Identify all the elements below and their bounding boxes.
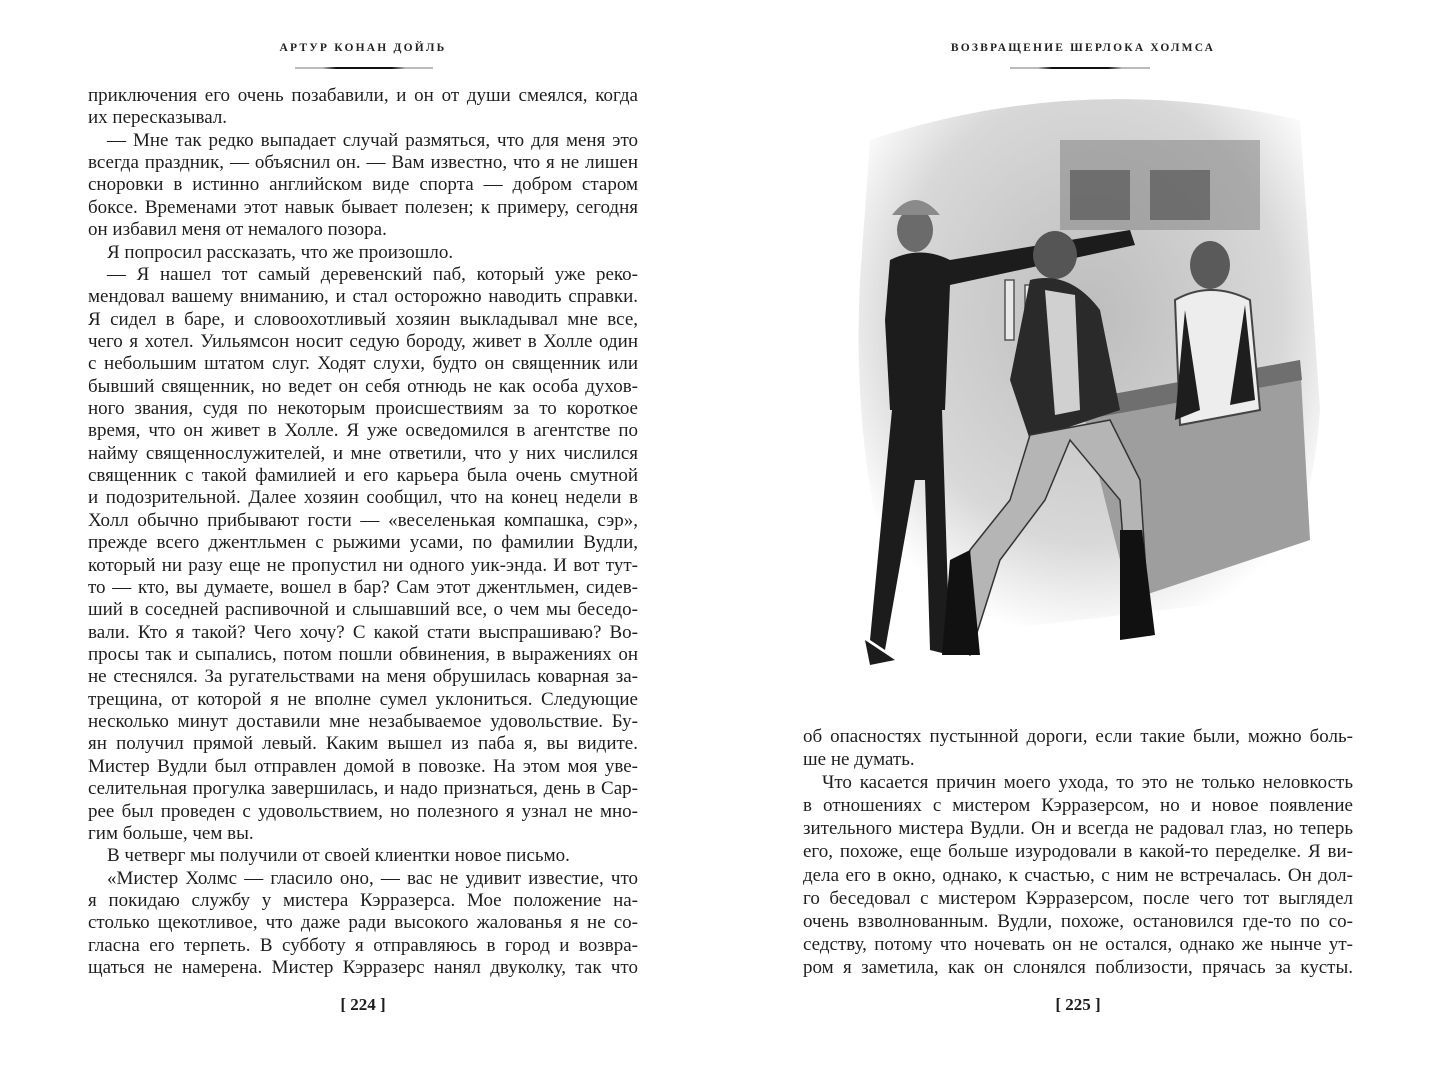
text-line: селительная прогулка завершилась, и надо признаться, день в Сар- (88, 778, 638, 800)
text-line: их пересказывал. (88, 107, 228, 129)
text-line: седству, потому что ночевать он не остался, однако же нынче ут- (803, 933, 1353, 955)
text-line: время, что он живет в Холле. Я уже осведомился в агентстве по (88, 420, 638, 442)
text-line: — Мне так редко выпадает случай размяться, что для меня это (107, 129, 638, 151)
text-line: который ни разу еще не пропустил ни одного уик-энда. И вот тут- (88, 554, 638, 576)
text-line: гласна его терпеть. В субботу я отправляюсь в город и возвра- (88, 934, 638, 956)
text-line: В четверг мы получили от своей клиентки новое письмо. (107, 845, 570, 867)
text-line: то — кто, вы думаете, вошел в бар? Сам этот джентльмен, сидев- (88, 576, 638, 598)
page-number: [ 225 ] (1055, 995, 1101, 1014)
text-line: гим больше, чем вы. (88, 822, 254, 844)
text-line: священник с такой фамилией и его карьера была очень смутной (88, 465, 638, 487)
text-line: столько щекотливое, что даже ради высокого жалованья я не со- (88, 912, 638, 934)
text-line: ше не думать. (803, 749, 915, 771)
text-line: мендовал вашему вниманию, и стал осторожно наводить справки. (88, 286, 638, 308)
illustration (830, 80, 1330, 690)
body-text (88, 85, 638, 979)
text-line: дела его в окно, однако, к счастью, с ним не встречалась. Он дол- (803, 864, 1353, 886)
text-line: Мистер Вудли был отправлен домой в повозке. На этом моя уве- (88, 755, 638, 777)
text-line: Я попросил рассказать, что же произошло. (107, 241, 454, 263)
text-line: трещина, от которой я не вполне сумел уклониться. Следующие (88, 688, 638, 710)
text-line: сноровки в истинно английском виде спорта — добром старом (88, 174, 638, 196)
text-line: в отношениях с мистером Кэрразерсом, но и новое появление (803, 795, 1353, 817)
text-line: ший в соседней распивочной и слышавший все, о чем мы беседо- (88, 599, 638, 621)
text-line: ного звания, судя по некоторым происшествиям за то короткое (88, 398, 638, 420)
right-page (720, 0, 1440, 1080)
text-line: просы так и сыпались, потом пошли обвинения, в выражениях он (88, 643, 638, 665)
text-line: я покидаю службу у мистера Кэрразерса. Мое положение на- (88, 889, 638, 911)
text-line: ян получил прямой левый. Каким вышел из паба я, вы видите. (88, 733, 638, 755)
header-rule (295, 67, 433, 69)
text-line: он избавил меня от немалого позора. (88, 219, 387, 241)
text-line: Что касается причин моего ухода, то это не только неловкость (822, 772, 1353, 794)
text-line: найму священнослужителей, и мне ответили, что у них числился (88, 442, 638, 464)
text-line: всегда праздник, — объяснил он. — Вам известно, что я не лишен (88, 152, 638, 174)
text-line: боксе. Временами этот навык бывает полезен; к примеру, сегодня (88, 196, 638, 218)
text-line: чего я хотел. Уильямсон носит седую бороду, живет в Холле один (88, 330, 638, 352)
text-line: вали. Кто я такой? Чего хочу? С какой стати выспрашиваю? Во- (88, 621, 638, 643)
text-line: го беседовал с мистером Кэрразерсом, после чего тот выглядел (803, 887, 1353, 909)
page-number: [ 224 ] (340, 995, 386, 1014)
header-rule (1010, 67, 1150, 69)
text-line: бывший священник, но ведет он себя отнюдь не как особа духов- (88, 375, 638, 397)
text-line: его, похоже, еще больше изуродовали в какой-то переделке. Я ви- (803, 841, 1353, 863)
text-line: и подозрительной. Далее хозяин сообщил, что на конец недели в (88, 487, 638, 509)
text-line: приключения его очень позабавили, и он от души смеялся, когда (88, 85, 638, 106)
text-line: щаться не намерена. Мистер Кэрразерс нанял двуколку, так что (88, 957, 638, 979)
running-head: АРТУР КОНАН ДОЙЛЬ (279, 42, 447, 54)
body-text (803, 725, 1353, 979)
text-line: Я сидел в баре, и словоохотливый хозяин выкладывал мне все, (88, 308, 638, 330)
text-line: рее был проведен с удовольствием, но полезного я узнал не мно- (88, 800, 638, 822)
text-line: зительного мистера Вудли. Он и всегда не радовал глаз, но теперь (803, 818, 1353, 840)
text-line: с небольшим штатом слуг. Ходят слухи, будто он священник или (88, 353, 638, 375)
text-line: «Мистер Холмс — гласило оно, — вас не удивит известие, что (107, 867, 638, 889)
text-line: Холл обычно прибывают гости — «веселенькая компашка, сэр», (88, 509, 638, 531)
text-line: ром я заметила, как он слонялся поблизости, прячась за кусты. (803, 956, 1353, 978)
running-head: ВОЗВРАЩЕНИЕ ШЕРЛОКА ХОЛМСА (950, 42, 1216, 54)
text-line: несколько минут доставили мне незабываемое удовольствие. Бу- (88, 711, 638, 733)
text-line: очень взволнованным. Вудли, похоже, остановился где-то по со- (803, 910, 1353, 932)
text-line: прежде всего джентльмен с рыжими усами, по фамилии Вудли, (88, 532, 638, 554)
text-line: об опасностях пустынной дороги, если такие были, можно боль- (803, 726, 1353, 747)
text-line: не стеснялся. За ругательствами на меня обрушилась коварная за- (88, 666, 638, 688)
text-line: — Я нашел тот самый деревенский паб, который уже реко- (107, 263, 638, 285)
